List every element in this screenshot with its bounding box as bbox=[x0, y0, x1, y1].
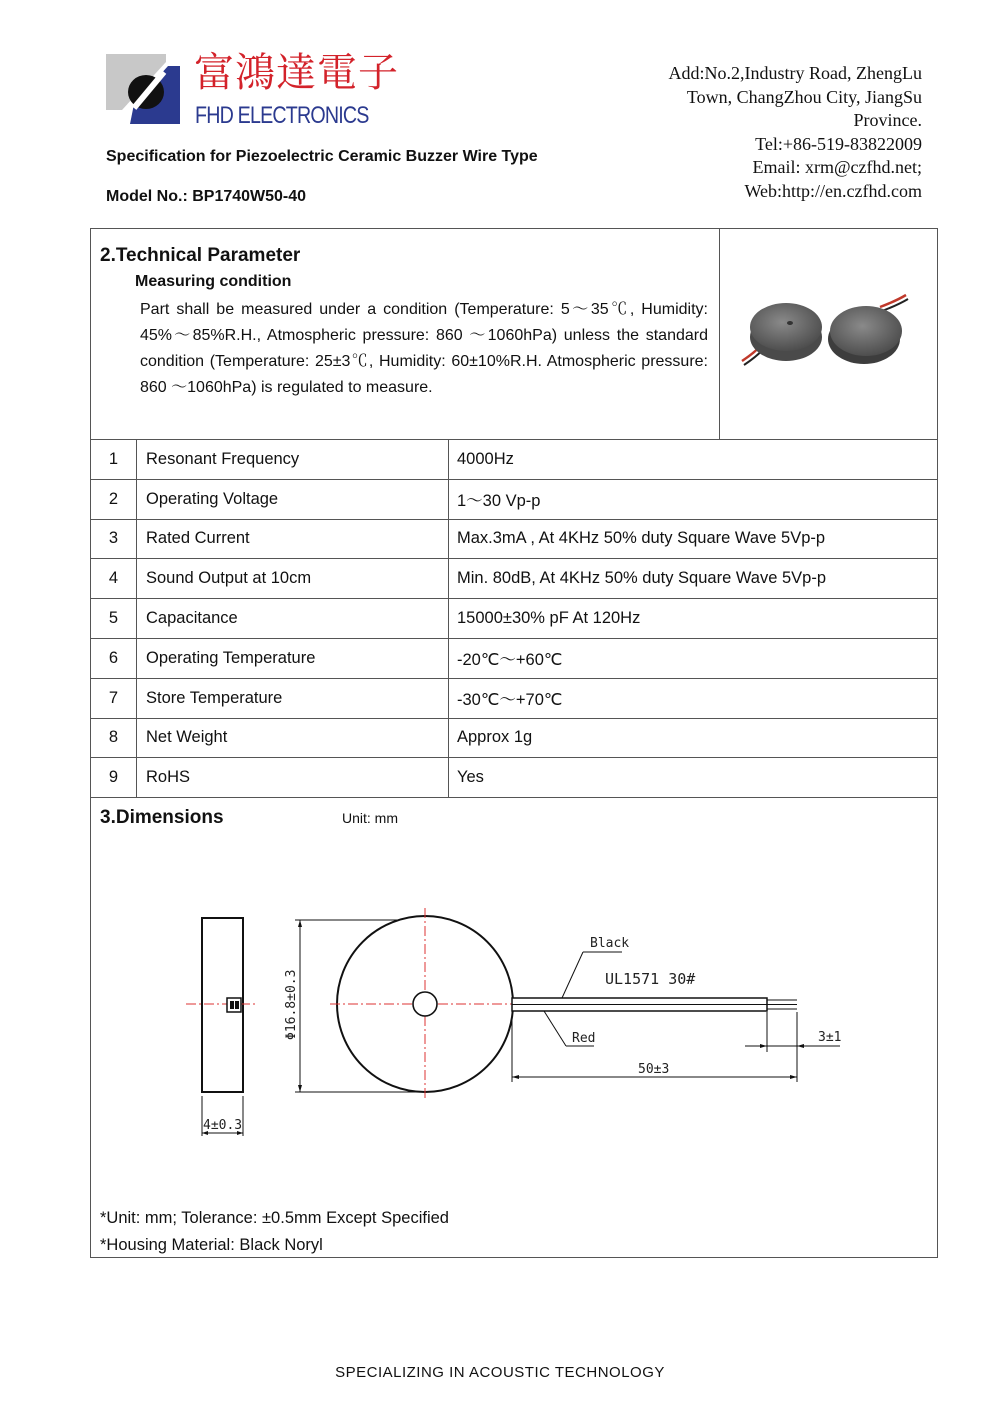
product-photo bbox=[719, 229, 938, 439]
parameter-row bbox=[91, 758, 937, 798]
logo-english-name: FHD ELECTRONICS bbox=[195, 102, 369, 129]
parameter-number: 5 bbox=[91, 599, 137, 639]
parameter-value: 4000Hz bbox=[449, 440, 938, 480]
wire-spec-label: UL1571 30# bbox=[605, 970, 696, 988]
parameter-value: 15000±30% pF At 120Hz bbox=[449, 599, 938, 639]
parameter-value: -30℃～+70℃ bbox=[449, 678, 938, 718]
model-number: Model No.: BP1740W50-40 bbox=[106, 188, 307, 205]
parameter-name: Rated Current bbox=[137, 519, 449, 559]
parameter-table bbox=[91, 439, 937, 798]
parameter-name: Store Temperature bbox=[137, 678, 449, 718]
parameter-name: Net Weight bbox=[137, 718, 449, 758]
black-wire-label: Black bbox=[590, 936, 630, 951]
email-line: Email: xrm@czfhd.net; bbox=[752, 157, 922, 177]
footer-slogan: SPECIALIZING IN ACOUSTIC TECHNOLOGY bbox=[335, 1364, 665, 1381]
parameter-row bbox=[91, 440, 937, 480]
parameter-number: 1 bbox=[91, 440, 137, 480]
dimensions-unit: Unit: mm bbox=[342, 810, 398, 826]
parameter-number: 7 bbox=[91, 678, 137, 718]
parameter-number: 2 bbox=[91, 479, 137, 519]
parameter-row bbox=[91, 479, 937, 519]
housing-note: *Housing Material: Black Noryl bbox=[100, 1236, 323, 1254]
parameter-name: Capacitance bbox=[137, 599, 449, 639]
address-line: Town, ChangZhou City, JiangSu bbox=[686, 86, 922, 107]
wire-length-label: 50±3 bbox=[638, 1062, 670, 1077]
measuring-condition-title: Measuring condition bbox=[135, 273, 292, 290]
thickness-label: 4±0.3 bbox=[203, 1118, 243, 1133]
diameter-label: Φ16.8±0.3 bbox=[284, 969, 299, 1040]
phone-line: Tel:+86-519-83822009 bbox=[755, 133, 922, 154]
parameter-value: -20℃～+60℃ bbox=[449, 638, 938, 678]
red-wire-label: Red bbox=[572, 1031, 596, 1046]
parameter-value: Approx 1g bbox=[449, 718, 938, 758]
parameter-number: 8 bbox=[91, 718, 137, 758]
parameter-row bbox=[91, 519, 937, 559]
strip-length-label: 3±1 bbox=[818, 1030, 842, 1045]
parameter-row bbox=[91, 559, 937, 599]
sound-hole bbox=[413, 992, 437, 1016]
parameter-row bbox=[91, 638, 937, 678]
dimensions-title: 3.Dimensions bbox=[100, 807, 224, 828]
technical-section bbox=[91, 229, 719, 439]
technical-title: 2.Technical Parameter bbox=[100, 245, 301, 266]
parameter-value: Yes bbox=[449, 758, 938, 798]
parameter-row bbox=[91, 678, 937, 718]
parameter-name: RoHS bbox=[137, 758, 449, 798]
company-address bbox=[602, 62, 922, 203]
parameter-value: 1～30 Vp-p bbox=[449, 479, 938, 519]
parameter-number: 9 bbox=[91, 758, 137, 798]
buzzer-photo-illustration bbox=[720, 229, 938, 439]
parameter-name: Operating Voltage bbox=[137, 479, 449, 519]
parameter-name: Operating Temperature bbox=[137, 638, 449, 678]
parameter-number: 4 bbox=[91, 559, 137, 599]
address-line: Province. bbox=[853, 110, 922, 130]
web-line: Web:http://en.czfhd.com bbox=[744, 180, 922, 201]
address-line: Add:No.2,Industry Road, ZhengLu bbox=[668, 63, 922, 83]
parameter-value: Max.3mA , At 4KHz 50% duty Square Wave 5Vp-p bbox=[449, 519, 938, 559]
measuring-condition-text: Part shall be measured under a condition (Temperature: 5～35℃, Humidity: 45%～85%R.H., Atmospheric pressure: 860 ～1060hPa) unless the standard condition (Temperature: 25±3℃, Humidity: 60±10%R.H. Atmospheric pressure: 860 ～1060hPa) is regulated to measure. bbox=[140, 301, 708, 396]
dimension-drawing bbox=[90, 900, 870, 1160]
parameter-name: Sound Output at 10cm bbox=[137, 559, 449, 599]
parameter-value: Min. 80dB, At 4KHz 50% duty Square Wave 5Vp-p bbox=[449, 559, 938, 599]
parameter-row bbox=[91, 599, 937, 639]
spec-title: Specification for Piezoelectric Ceramic Buzzer Wire Type bbox=[106, 148, 538, 165]
parameter-name: Resonant Frequency bbox=[137, 440, 449, 480]
tolerance-note: *Unit: mm; Tolerance: ±0.5mm Except Specified bbox=[100, 1209, 449, 1227]
parameter-number: 6 bbox=[91, 638, 137, 678]
parameter-number: 3 bbox=[91, 519, 137, 559]
logo-chinese-name: 富鴻達電子 bbox=[194, 50, 399, 96]
parameter-row bbox=[91, 718, 937, 758]
